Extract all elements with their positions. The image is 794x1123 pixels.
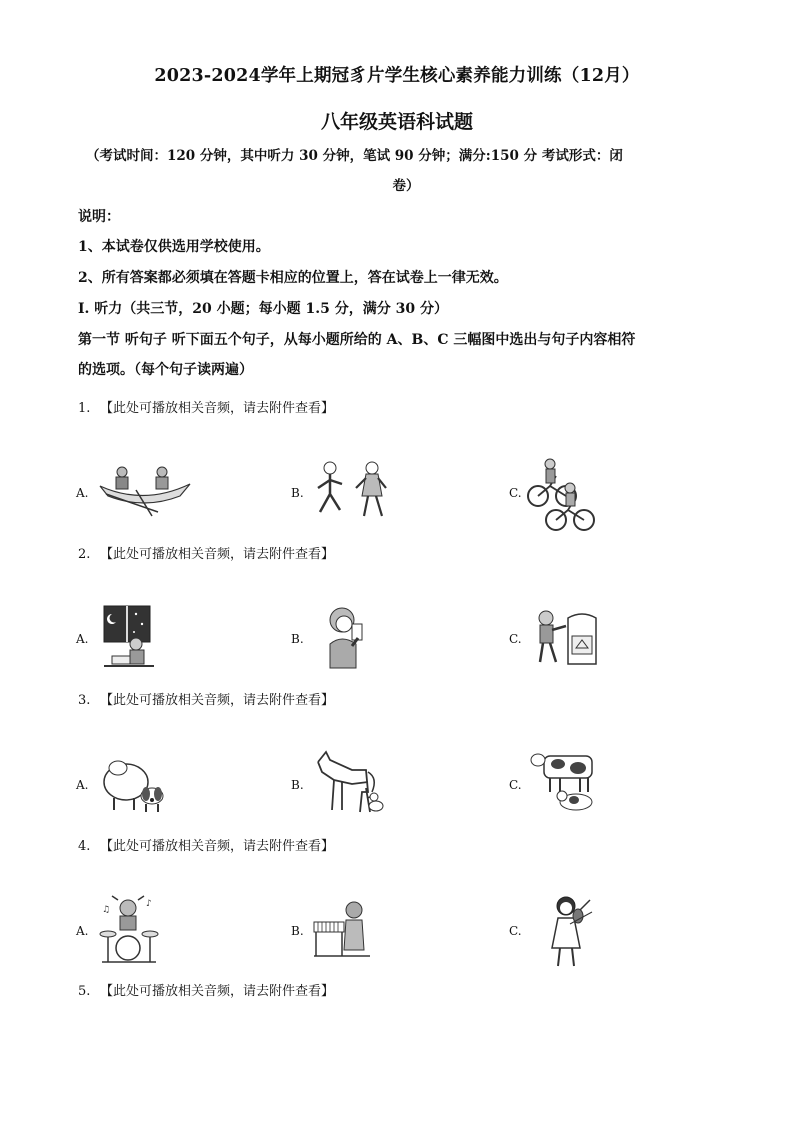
option-label: C. bbox=[509, 924, 522, 938]
option-label: B. bbox=[291, 486, 304, 500]
exam-info bbox=[86, 141, 726, 201]
girl-playing-drums-image bbox=[98, 894, 160, 966]
children-riding-bikes-image bbox=[526, 458, 598, 532]
girl-drinking-image bbox=[322, 606, 372, 670]
question-number: 5. bbox=[78, 984, 91, 999]
sheep-and-dog-image bbox=[100, 754, 168, 816]
option-label: C. bbox=[509, 778, 522, 792]
svg-text:♫: ♫ bbox=[102, 905, 111, 915]
note-item-1: 1、本试卷仅供选用学校使用。 bbox=[78, 239, 270, 255]
option-label: C. bbox=[509, 632, 522, 646]
exam-subtitle: 八年级英语科试题 bbox=[320, 111, 473, 133]
option-label: B. bbox=[291, 778, 304, 792]
exam-info-line2: 卷） bbox=[392, 178, 420, 194]
question-3 bbox=[78, 689, 334, 708]
boy-at-recycling-bin-image bbox=[530, 608, 602, 670]
question-number: 2. bbox=[78, 547, 91, 562]
option-label: B. bbox=[291, 924, 304, 938]
notes-heading: 说明： bbox=[78, 209, 120, 225]
svg-text:♪: ♪ bbox=[146, 899, 152, 909]
option-label: C. bbox=[509, 486, 522, 500]
question-number: 1. bbox=[78, 401, 91, 416]
option-label: A. bbox=[76, 486, 89, 500]
question-2 bbox=[78, 543, 334, 562]
option-label: A. bbox=[76, 778, 89, 792]
part1-instruction-line2: 的选项。（每个句子读两遍） bbox=[78, 362, 253, 378]
girl-playing-piano-image bbox=[312, 900, 372, 960]
exam-title: 2023-2024学年上期冠豸片学生核心素养能力训练（12月） bbox=[154, 66, 640, 86]
audio-link[interactable]: 【此处可播放相关音频，请去附件查看】 bbox=[100, 693, 335, 708]
audio-link[interactable]: 【此处可播放相关音频，请去附件查看】 bbox=[100, 401, 335, 416]
part1-instruction-line1: 第一节 听句子 听下面五个句子，从每小题所给的 A、B、C 三幅图中选出与句子内容相符 bbox=[78, 332, 636, 348]
audio-link[interactable]: 【此处可播放相关音频，请去附件查看】 bbox=[100, 547, 335, 562]
option-label: A. bbox=[76, 632, 89, 646]
option-label: A. bbox=[76, 924, 89, 938]
part1-instruction bbox=[78, 325, 718, 385]
section-title: I. 听力（共三节，20 小题；每小题 1.5 分，满分 30 分） bbox=[78, 301, 448, 317]
option-label: B. bbox=[291, 632, 304, 646]
question-1 bbox=[78, 397, 334, 416]
question-number: 4. bbox=[78, 839, 91, 854]
girl-playing-violin-image bbox=[544, 894, 594, 970]
people-rowing-boat-image bbox=[96, 462, 192, 520]
question-number: 3. bbox=[78, 693, 91, 708]
boy-and-girl-running-image bbox=[312, 460, 392, 524]
woman-at-laptop-night-image bbox=[100, 604, 156, 672]
exam-info-line1: （考试时间：120 分钟，其中听力 30 分钟，笔试 90 分钟；满分:150 分 考试形式：闭 bbox=[86, 148, 623, 164]
cows-image bbox=[530, 746, 602, 812]
horse-and-duck-image bbox=[312, 748, 388, 818]
question-5 bbox=[78, 980, 334, 999]
question-4 bbox=[78, 835, 334, 854]
audio-link[interactable]: 【此处可播放相关音频，请去附件查看】 bbox=[100, 984, 335, 999]
audio-link[interactable]: 【此处可播放相关音频，请去附件查看】 bbox=[100, 839, 335, 854]
note-item-2: 2、所有答案都必须填在答题卡相应的位置上，答在试卷上一律无效。 bbox=[78, 270, 508, 286]
